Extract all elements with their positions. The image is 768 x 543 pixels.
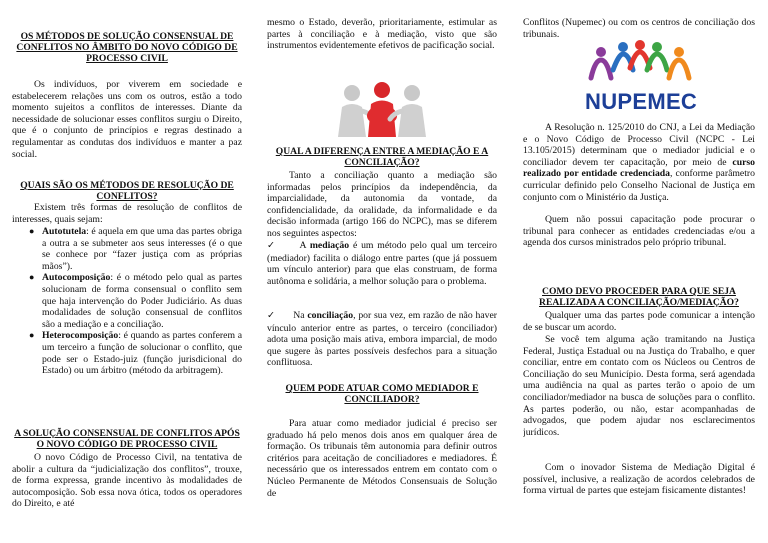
section-title-difference: QUAL A DIFERENÇA ENTRE A MEDIAÇÃO E A CONCILIAÇÃO? [275, 146, 489, 168]
list-item-heterocomposicao: ● Heterocomposição: é quando as partes conferem a um terceiro a função de solucionar o conflito, que pode ser o Estado-juiz (função jurisdicional do Estado) ou um árbitro (método da arbitragem). [29, 330, 242, 377]
figure-purple [591, 47, 611, 78]
bullet-icon: ● [29, 226, 35, 236]
section-title-who-can: QUEM PODE ATUAR COMO MEDIADOR E CONCILIADOR? [285, 383, 479, 405]
conciliacao-paragraph: ✓ Na conciliação, por sua vez, em razão de não haver vínculo anterior entre as partes, o terceiro (conciliador) adota uma posição mais ativa, embora imparcial, de modo que sugere às partes possíveis desfechos para a situação conflituosa. [267, 310, 497, 369]
intro-paragraph: Os indivíduos, por viverem em sociedade e estabelecerem relações uns com os outros, estão a todo momento sujeitos a conflitos de interesses. Diante da necessidade de solucionar esses conflitos surgiu o Direito, que é o conjunto de princípios e regras destinado a regulamentar as condutas dos indivíduos e manter a paz social. [12, 79, 242, 160]
term-autocomposicao: Autocomposição [42, 272, 111, 284]
nupemec-logo [585, 40, 698, 114]
continuation-paragraph: Conflitos (Nupemec) ou com os centros de conciliação dos tribunais. [523, 17, 755, 40]
checkmark-icon: ✓ [267, 311, 276, 321]
term-autotutela: Autotutela [42, 226, 87, 237]
column-middle [267, 0, 497, 543]
section-title-which-methods: QUAIS SÃO OS MÉTODOS DE RESOLUÇÃO DE CONFLITOS? [20, 180, 234, 202]
continuation-paragraph: mesmo o Estado, deverão, prioritariamente, estimular as partes à conciliação e à mediação, visto que são instrumentos evidentemente efetivos de pacificação social. [267, 17, 497, 52]
list-item-autocomposicao: ● Autocomposição: é o método pelo qual as partes solucionam de forma consensual o conflito sem que haja intervenção do Poder Judiciário. As duas modalidades de solução consensual de conflitos são a mediação e a conciliação. [29, 272, 242, 330]
person-right [390, 85, 426, 137]
bullet-icon: ● [29, 330, 35, 341]
methods-intro: Existem três formas de resolução de conflitos de interesses, quais sejam: [12, 202, 242, 225]
section-title-methods: OS MÉTODOS DE SOLUÇÃO CONSENSUAL DE CONFLITOS NO ÂMBITO DO NOVO CÓDIGO DE PROCESSO CIVIL [16, 31, 238, 64]
difference-paragraph: Tanto a conciliação quanto a mediação são informadas pelos princípios da independência, da imparcialidade, da autonomia da vontade, da confidencialidade, da oralidade, da informalidade e da decisão informada (artigo 166 do NCPC), mas se diferem nos seguintes aspectos: [267, 170, 497, 239]
column-right [523, 0, 755, 543]
figure-orange [669, 47, 689, 78]
column-left [12, 0, 242, 543]
who-can-paragraph: Para atuar como mediador judicial é preciso ser graduado há pelo menos dois anos em qualquer área de formação. Os tribunais têm autonomia para definir outros critérios para aceitação de conciliadores e mediadores. É necessário que os interessados entrem em contato com o Núcleo Permanente de Métodos Consensuais de Solução de [267, 418, 497, 499]
new-cpc-paragraph: O novo Código de Processo Civil, na tentativa de abolir a cultura da “judicialização dos conflitos”, trouxe, de forma expressa, grande incentivo às modalidades de autocomposição. Sob essa nova ótica, todos os operadores do Direito, e até [12, 452, 242, 510]
mediacao-paragraph: ✓ A mediação é um método pelo qual um terceiro (mediador) facilita o diálogo entre partes (que já possuem um vínculo anterior) para que elas construam, de forma autônoma e solidária, a melhor solução para o problema. [267, 240, 497, 287]
methods-list [12, 226, 242, 377]
logo-figures [585, 40, 695, 90]
section-title-how-to: COMO DEVO PROCEDER PARA QUE SEJA REALIZADA A CONCILIAÇÃO/MEDIAÇÃO? [539, 286, 739, 308]
logo-wordmark: NUPEMEC [585, 89, 698, 114]
person-left [338, 85, 374, 137]
resolution-paragraph: A Resolução n. 125/2010 do CNJ, a Lei da Mediação e o Novo Código de Processo Civil (NCPC - Lei 13.105/2015) determinam que o mediador judicial e o conciliador devem ter capacitação, por meio de curso realizado por entidade credenciada, conforme parâmetro curricular definido pelo Conselho Nacional de Justiça em conjunto com o Ministério da Justiça. [523, 122, 755, 203]
no-training-paragraph: Quem não possui capacitação pode procurar o tribunal para conhecer as entidades credenciadas e/ou a agenda dos cursos ministrados pelo próprio tribunal. [523, 214, 755, 249]
section-title-new-cpc: A SOLUÇÃO CONSENSUAL DE CONFLITOS APÓS O NOVO CÓDIGO DE PROCESSO CIVIL [14, 428, 240, 450]
how-to-paragraph-2: Se você tem alguma ação tramitando na Justiça Federal, Justiça Estadual ou na Justiça do Trabalho, e quer conciliar, entre em contato com os Núcleos ou Centros de Conciliação do seu Município. Desta forma, será agendada uma audiência na qual as partes terão o apoio de um conciliador/mediador na busca de soluções para o conflito. As partes poderão, ou não, estar acompanhadas de advogados, que podem ajudar nos esclarecimentos jurídicos. [523, 334, 755, 438]
checkmark-icon: ✓ [267, 241, 277, 251]
figure-green [647, 42, 667, 70]
bullet-icon: ● [29, 272, 35, 283]
person-center [368, 82, 396, 137]
list-item-autotutela: ● Autotutela: é aquela em que uma das partes obriga a outra a se submeter aos seus interesses (é o que se conhece por “fazer justiça com as próprias mãos”). [29, 226, 242, 272]
people-illustration [330, 81, 434, 139]
digital-mediation-paragraph: Com o inovador Sistema de Mediação Digital é possível, inclusive, a realização de acordos celebrados de forma virtual de partes que estejam fisicamente distantes! [523, 462, 755, 497]
term-heterocomposicao: Heterocomposição [42, 330, 119, 342]
how-to-paragraph-1: Qualquer uma das partes pode comunicar a intenção de se buscar um acordo. [523, 310, 755, 333]
